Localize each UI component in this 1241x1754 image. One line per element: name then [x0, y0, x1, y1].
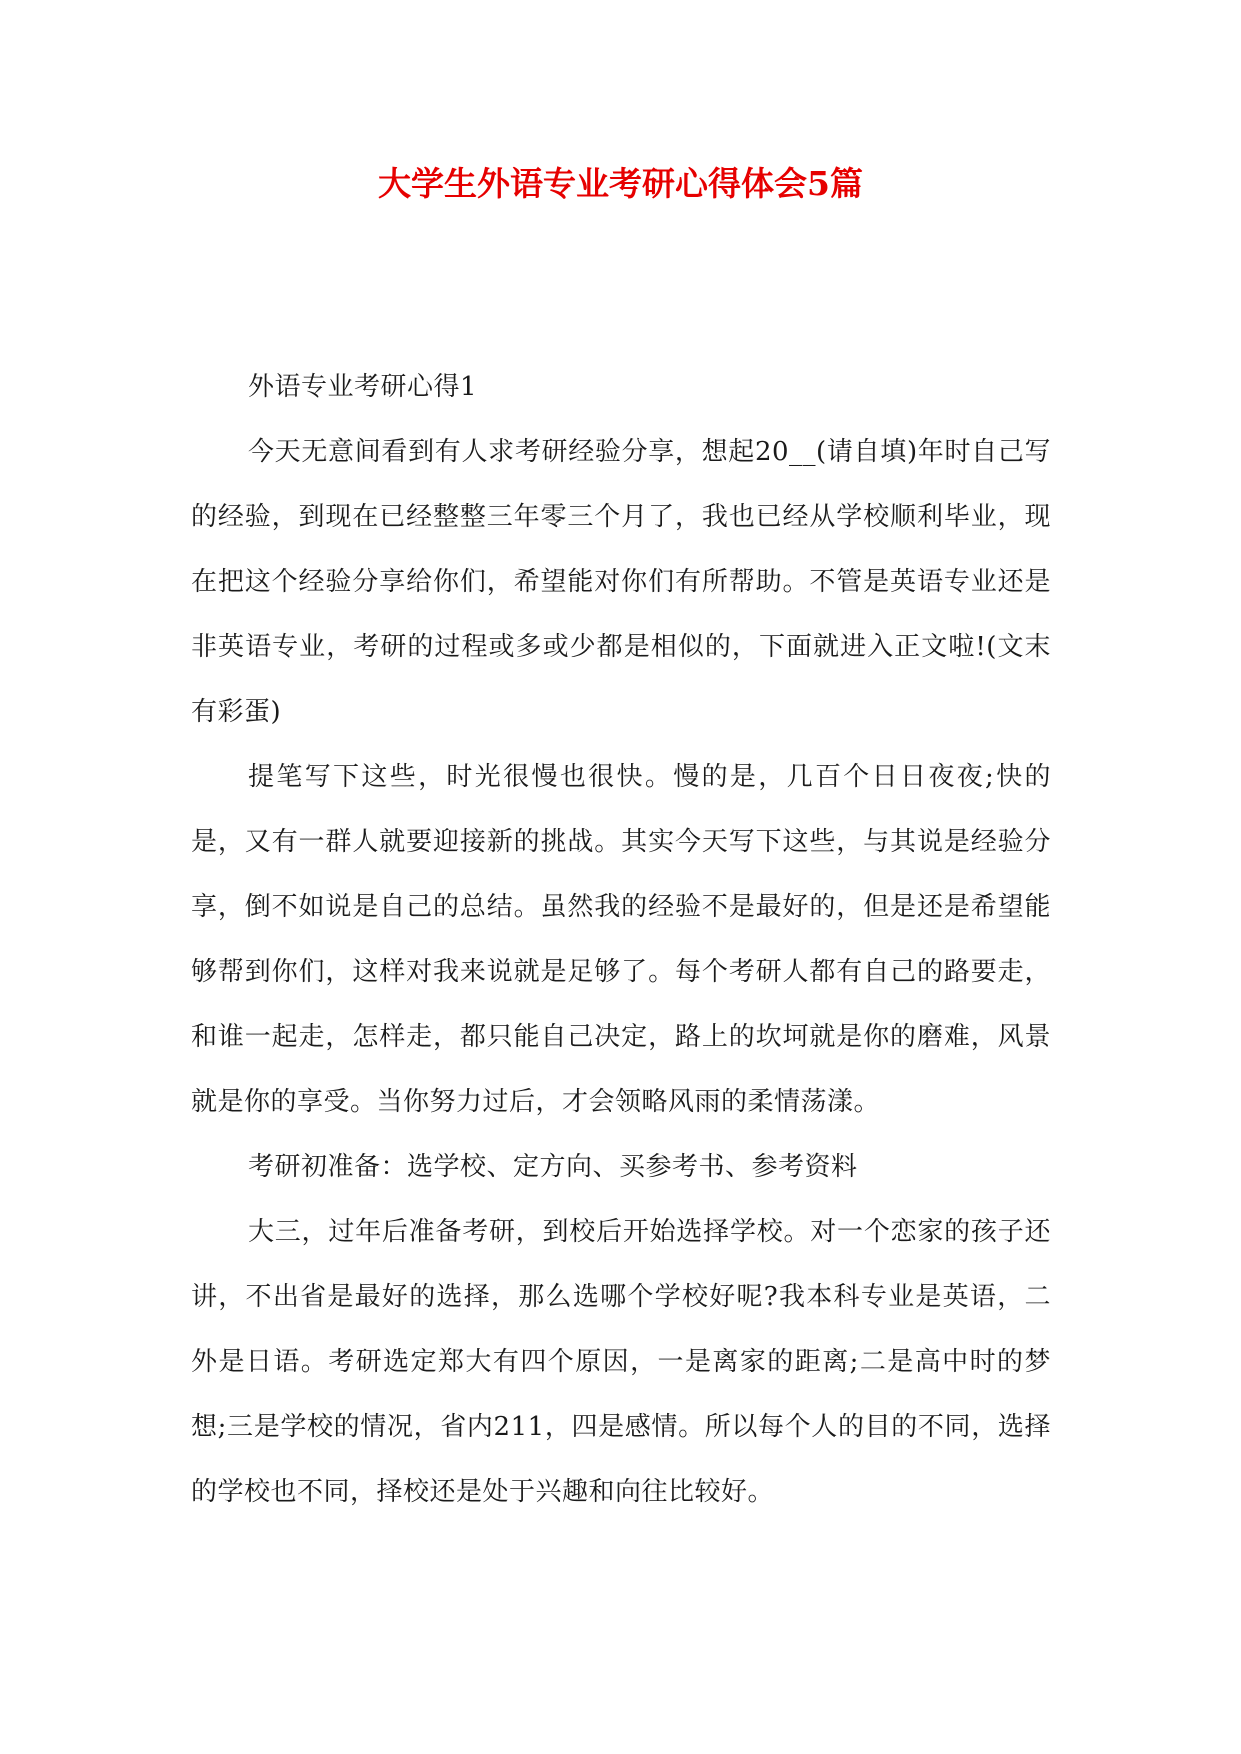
paragraph-school-choice: 大三，过年后准备考研，到校后开始选择学校。对一个恋家的孩子还讲，不出省是最好的选择，那么选哪个学校好呢?我本科专业是英语，二外是日语。考研选定郑大有四个原因，一是离家的距离;二是高中时的梦想;三是学校的情况，省内211，四是感情。所以每个人的目的不同，选择的学校也不同，择校还是处于兴趣和向往比较好。: [191, 1217, 1051, 1507]
paragraph-reflection: 提笔写下这些，时光很慢也很快。慢的是，几百个日日夜夜;快的是，又有一群人就要迎接新的挑战。其实今天写下这些，与其说是经验分享，倒不如说是自己的总结。虽然我的经验不是最好的，但是还是希望能够帮到你们，这样对我来说就是足够了。每个考研人都有自己的路要走，和谁一起走，怎样走，都只能自己决定，路上的坎坷就是你的磨难，风景就是你的享受。当你努力过后，才会领略风雨的柔情荡漾。: [191, 762, 1051, 1117]
document-body: [191, 355, 1051, 1525]
section-heading-1: 外语专业考研心得1: [248, 372, 478, 402]
document-title: 大学生外语专业考研心得体会5篇: [378, 164, 863, 203]
section-heading-preparation: 考研初准备：选学校、定方向、买参考书、参考资料: [248, 1152, 858, 1182]
paragraph-intro: 今天无意间看到有人求考研经验分享，想起20__(请自填)年时自己写的经验，到现在已经整整三年零三个月了，我也已经从学校顺利毕业，现在把这个经验分享给你们，希望能对你们有所帮助。不管是英语专业还是非英语专业，考研的过程或多或少都是相似的，下面就进入正文啦!(文末有彩蛋): [191, 437, 1051, 727]
